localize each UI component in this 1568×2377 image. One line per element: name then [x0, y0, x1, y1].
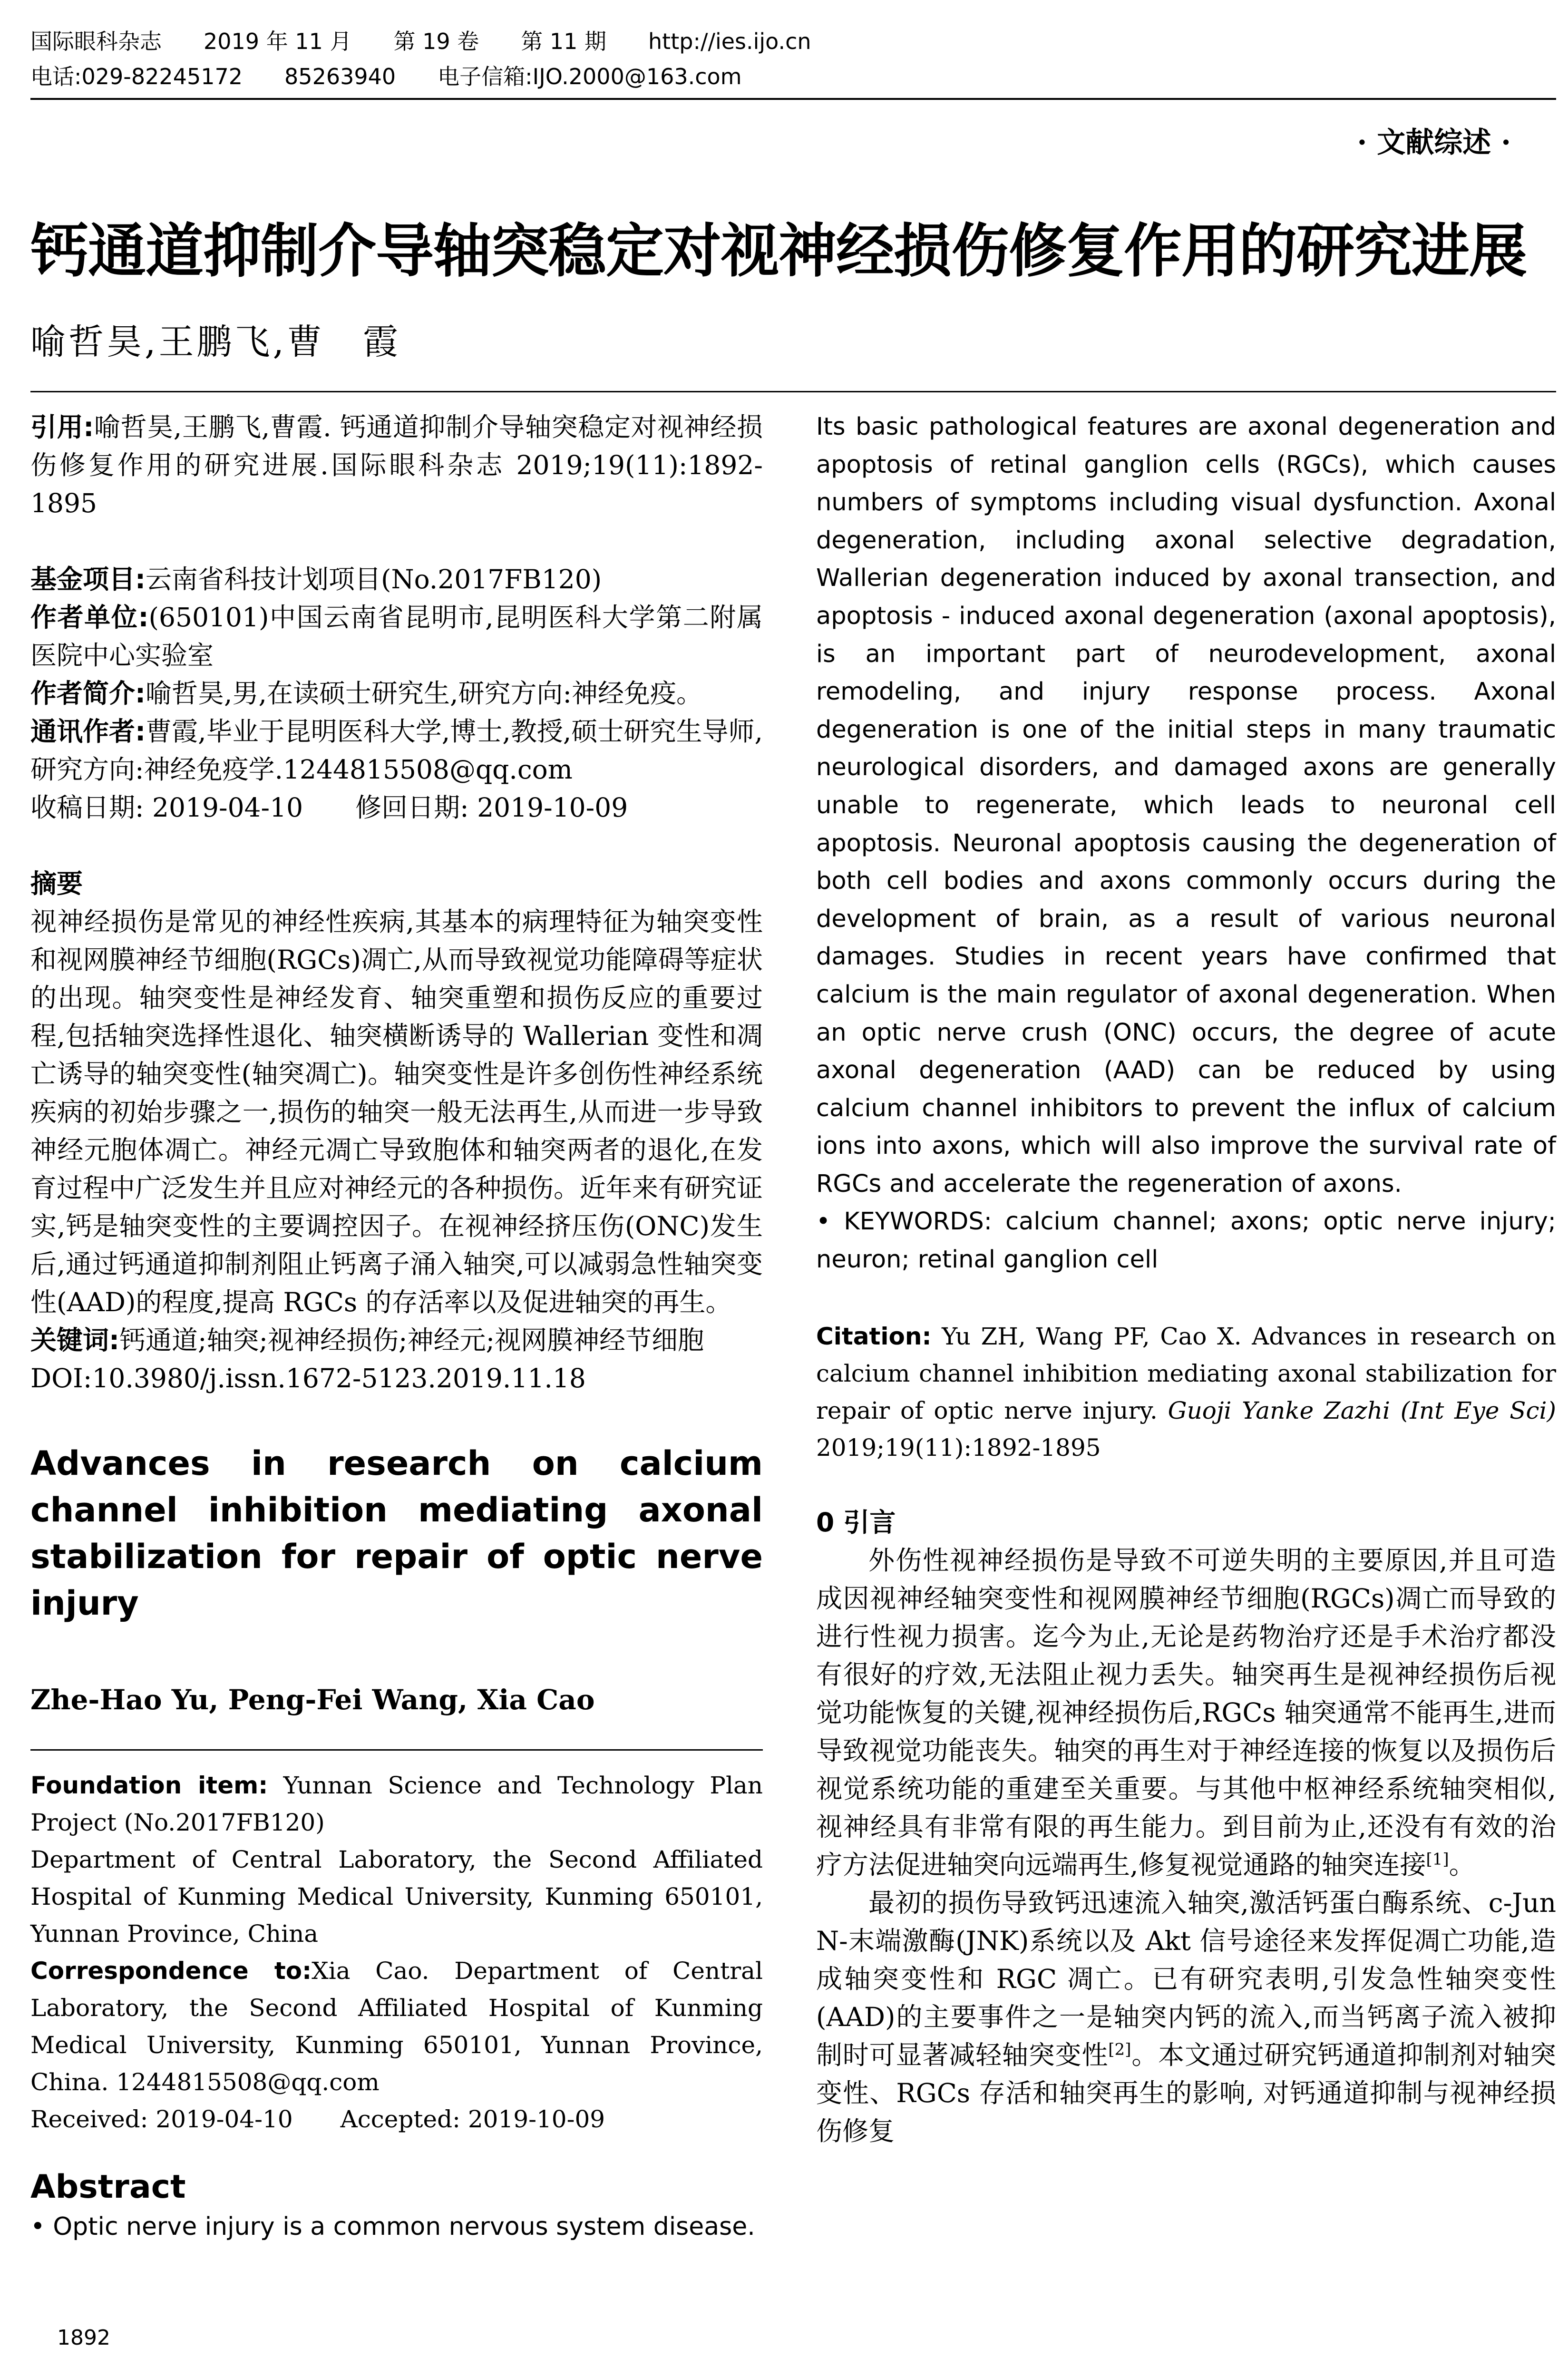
reference-2[interactable]: [2]: [1108, 2040, 1131, 2059]
intro-paragraph-2: [816, 1884, 1556, 2150]
corr-en-label: Correspondence to:: [30, 1957, 312, 1985]
received-en: Received: 2019-04-10 Accepted: 2019-10-09: [30, 2105, 605, 2133]
journal-name: 国际眼科杂志: [30, 29, 162, 54]
intro-p2-end: 。本文通过研究钙通道抑制剂对轴突变性、RGCs 存活和轴突再生的影响, 对钙通道抑制与视神经损伤修复: [816, 2039, 1556, 2146]
page-number: 1892: [57, 2326, 110, 2350]
doi[interactable]: DOI:10.3980/j.issn.1672-5123.2019.11.18: [30, 1363, 586, 1393]
corr-label: 通讯作者:: [30, 716, 146, 747]
correspondence-en: [30, 1952, 763, 2101]
fund-text: 云南省科技计划项目(No.2017FB120): [146, 564, 602, 594]
reference-1[interactable]: [1]: [1426, 1850, 1449, 1869]
authors-en: Zhe-Hao Yu, Peng-Fei Wang, Xia Cao: [30, 1684, 595, 1716]
intro-paragraph-1: [816, 1541, 1556, 1884]
journal-header: [30, 24, 1552, 94]
left-column: [30, 408, 763, 2241]
issue-date: 2019 年 11 月: [204, 29, 352, 54]
corr-en-text: Xia Cao. Department of Central Laboratory, the Second Affiliated Hospital of Kunming Medical University, Kunming 650101, Yunnan Province, China. 1244815508@qq.com: [30, 1957, 763, 2096]
affil-label: 作者单位:: [30, 602, 149, 633]
foundation-item-en: [30, 1767, 763, 1841]
journal-url[interactable]: http://ies.ijo.cn: [648, 29, 811, 54]
keywords-label: 关键词:: [30, 1325, 119, 1355]
header-rule: [30, 98, 1556, 100]
author-bio: [30, 674, 763, 712]
abstract-en-continued: Its basic pathological features are axonal degeneration and apoptosis of retinal ganglion cells (RGCs), which causes numbers of symptoms including visual dysfunction. Axonal degeneration, including axonal selective degradation, Wallerian degeneration induced by axonal transection, and apoptosis - induced axonal degeneration (axonal apoptosis), is an important part of neurodevelopment, axonal remodeling, and injury response process. Axonal degeneration is one of the initial steps in many traumatic neurological disorders, and damaged axons are generally unable to regenerate, which leads to neuronal cell apoptosis. Neuronal apoptosis causing the degeneration of both cell bodies and axons commonly occurs during the development of brain, as a result of various neuronal damages. Studies in recent years have confirmed that calcium is the main regulator of axonal degeneration. When an optic nerve crush (ONC) occurs, the degree of acute axonal degeneration (AAD) can be reduced by using calcium channel inhibitors to prevent the influx of calcium ions into axons, which will also improve the survival rate of RGCs and accelerate the regeneration of axons.: [816, 413, 1556, 1198]
intro-heading: 0 引言: [816, 1507, 896, 1538]
department-en: Department of Central Laboratory, the Second Affiliated Hospital of Kunming Medical University, Kunming 650101, Yunnan Province, China: [30, 1846, 763, 1948]
citation-en-journal: Guoji Yanke Zazhi (Int Eye Sci): [1168, 1396, 1556, 1424]
foundation-label: Foundation item:: [30, 1772, 268, 1799]
email[interactable]: 电子信箱:IJO.2000@163.com: [438, 64, 742, 89]
citation-cn: [30, 408, 763, 522]
keywords-text: 钙通道;轴突;视神经损伤;神经元;视网膜神经节细胞: [119, 1325, 704, 1355]
bio-text: 喻哲昊,男,在读硕士研究生,研究方向:神经免疫。: [146, 678, 702, 709]
abstract-heading-en: Abstract: [30, 2168, 186, 2206]
abstract-label-cn: 摘要: [30, 868, 83, 899]
affiliation: [30, 598, 763, 674]
right-column: [816, 408, 1556, 2150]
keywords-cn: [30, 1321, 763, 1359]
abstract-cn: 视神经损伤是常见的神经性疾病,其基本的病理特征为轴突变性和视网膜神经节细胞(RGCs)凋亡,从而导致视觉功能障碍等症状的出现。轴突变性是神经发育、轴突重塑和损伤反应的重要过程,包括轴突选择性退化、轴突横断诱导的 Wallerian 变性和凋亡诱导的轴突变性(轴突凋亡)。轴突变性是许多创伤性神经系统疾病的初始步骤之一,损伤的轴突一般无法再生,从而进一步导致神经元胞体凋亡。神经元凋亡导致胞体和轴突两者的退化,在发育过程中广泛发生并且应对神经元的各种损伤。近年来有研究证实,钙是轴突变性的主要调控因子。在视神经挤压伤(ONC)发生后,通过钙通道抑制剂阻止钙离子涌入轴突,可以减弱急性轴突变性(AAD)的程度,提高 RGCs 的存活率以及促进轴突的再生。: [30, 906, 763, 1317]
fund-item: [30, 560, 763, 598]
volume: 第 19 卷: [393, 29, 479, 54]
header-line-1: [30, 24, 1552, 59]
intro-p1-end: 。: [1449, 1849, 1475, 1880]
section-tag: · 文献综述 ·: [1357, 126, 1511, 159]
header-line-2: [30, 59, 1552, 94]
fund-label: 基金项目:: [30, 564, 146, 594]
citation-en-label: Citation:: [816, 1322, 932, 1350]
citation-en-tail: 2019;19(11):1892-1895: [816, 1433, 1101, 1461]
intro-p2-text: 最初的损伤导致钙迅速流入轴突,激活钙蛋白酶系统、c-Jun N-末端激酶(JNK)系统以及 Akt 信号途径来发挥促凋亡功能,造成轴突变性和 RGC 凋亡。已有研究表明,引发急性轴突变性(AAD)的主要事件之一是轴突内钙的流入,而当钙离子流入被抑制时可显著减轻轴突变性: [816, 1887, 1556, 2070]
bio-label: 作者简介:: [30, 678, 146, 709]
corresponding-author: [30, 712, 763, 789]
phone: 电话:029-82245172: [30, 64, 243, 89]
authors-cn: 喻哲昊,王鹏飞,曹 霞: [30, 321, 401, 362]
title-rule: [30, 391, 1556, 392]
issue: 第 11 期: [521, 29, 607, 54]
fax: 85263940: [284, 64, 396, 89]
abstract-en-first-line: • Optic nerve injury is a common nervous system disease.: [30, 2212, 755, 2241]
citation-en-text: Yu ZH, Wang PF, Cao X. Advances in research on calcium channel inhibition mediating axonal stabilization for repair of optic nerve injury.: [816, 1322, 1556, 1424]
citation-en: [816, 1318, 1556, 1466]
citation-text: 喻哲昊,王鹏飞,曹霞. 钙通道抑制介导轴突稳定对视神经损伤修复作用的研究进展.国际眼科杂志 2019;19(11):1892-1895: [30, 412, 763, 518]
keywords-en: • KEYWORDS: calcium channel; axons; optic nerve injury; neuron; retinal ganglion cell: [816, 1208, 1556, 1274]
citation-label: 引用:: [30, 412, 94, 442]
article-title-cn: 钙通道抑制介导轴突稳定对视神经损伤修复作用的研究进展: [30, 217, 1527, 285]
foundation-text: Yunnan Science and Technology Plan Project (No.2017FB120): [30, 1772, 763, 1836]
article-title-en: Advances in research on calcium channel inhibition mediating axonal stabilization for repair of optic nerve injury: [30, 1444, 763, 1623]
dates-cn: 收稿日期: 2019-04-10 修回日期: 2019-10-09: [30, 792, 628, 823]
corr-text: 曹霞,毕业于昆明医科大学,博士,教授,硕士研究生导师,研究方向:神经免疫学.1244815508@qq.com: [30, 716, 763, 785]
affil-text: (650101)中国云南省昆明市,昆明医科大学第二附属医院中心实验室: [30, 602, 763, 671]
intro-p1-text: 外伤性视神经损伤是导致不可逆失明的主要原因,并且可造成因视神经轴突变性和视网膜神经节细胞(RGCs)凋亡而导致的进行性视力损害。迄今为止,无论是药物治疗还是手术治疗都没有很好的疗效,无法阻止视力丢失。轴突再生是视神经损伤后视觉功能恢复的关键,视神经损伤后,RGCs 轴突通常不能再生,进而导致视觉功能丧失。轴突的再生对于神经连接的恢复以及损伤后视觉系统功能的重建至关重要。与其他中枢神经系统轴突相似,视神经具有非常有限的再生能力。到目前为止,还没有有效的治疗方法促进轴突向远端再生,修复视觉通路的轴突连接: [816, 1545, 1556, 1880]
